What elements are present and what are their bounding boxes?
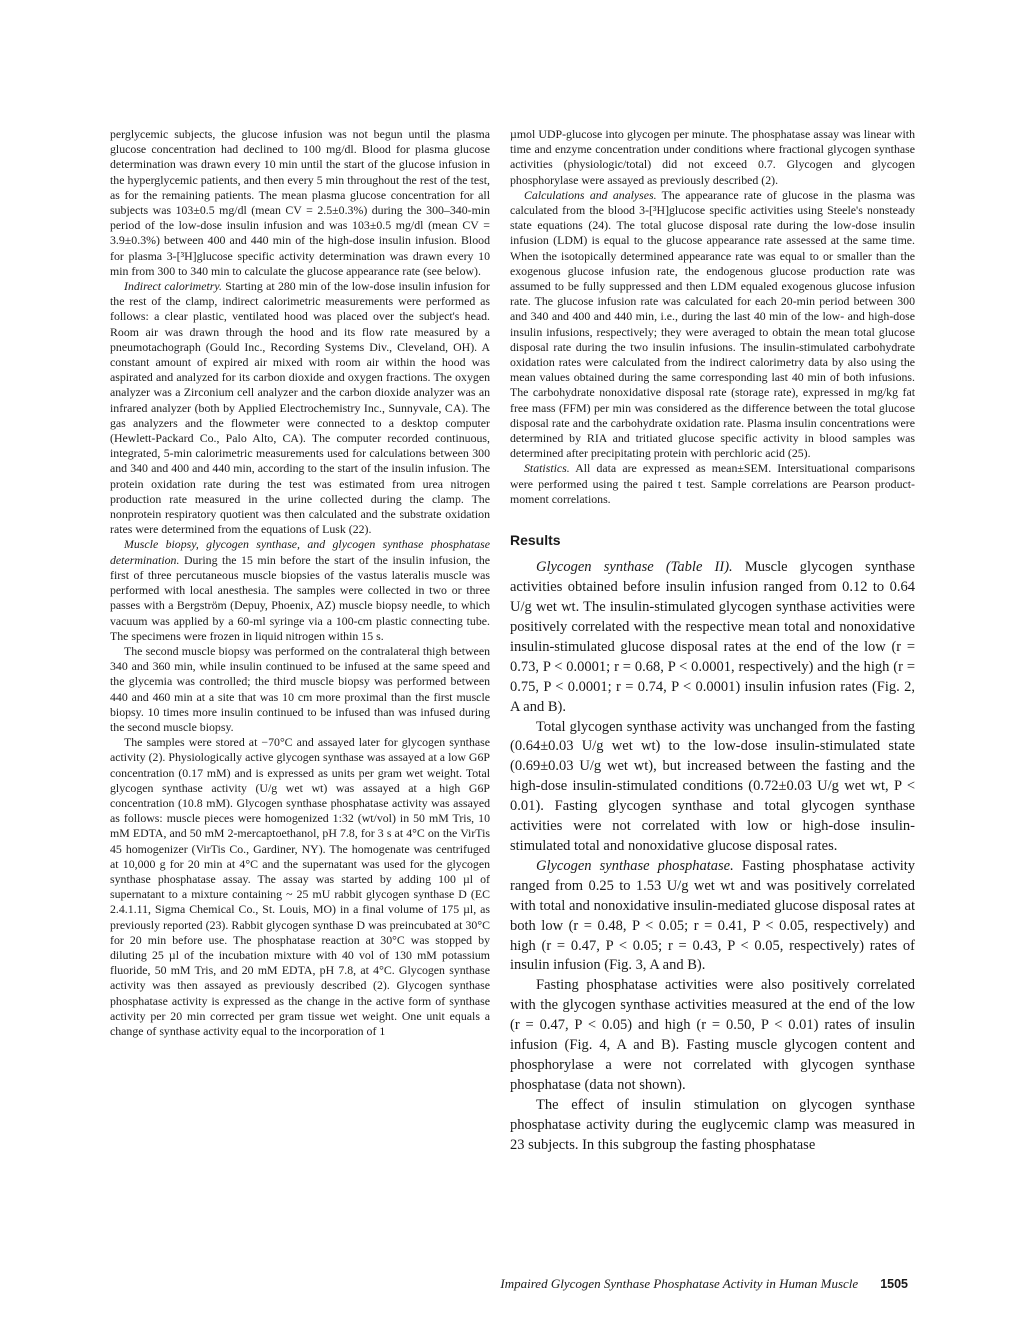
results-body — [510, 558, 915, 1155]
paragraph-muscle-biopsy — [110, 537, 490, 643]
paragraph-sample-assay: The samples were stored at −70°C and assayed later for glycogen synthase activity (2). Physiologically active glycogen synthase was assayed at a low G6P concentration (0.17 mM) and is expressed as units per gram wet weight. Total glycogen synthase activity (U/g wet wt) was assayed at a high G6P concentration (10.8 mM). Glycogen synthase phosphatase activity was assayed as follows: muscle pieces were homogenized 1:32 (wt/vol) in 50 mM Tris, 10 mM EDTA, and 50 mM 2-mercaptoethanol, pH 7.8, for 3 s at 4°C on the VirTis 45 homogenizer (VirTis Co., Gardiner, NY). The homogenate was centrifuged at 10,000 g for 20 min at 4°C and the supernatant was used for the glycogen synthase phosphatase assay. The assay was started by adding 100 µl of supernatant to a mixture containing ~ 25 mU rabbit glycogen synthase D (EC 2.4.1.11, Sigma Chemical Co., St. Louis, MO) in a final volume of 175 µl, as previously reported (23). Rabbit glycogen synthase D was preincubated at 30°C for 20 min before use. The phosphatase reaction at 30°C was stopped by diluting 25 µl of the incubation mixture with 40 vol of 130 mM potassium fluoride, 50 mM Tris, and 20 mM EDTA, pH 7.8, at 4°C. Glycogen synthase activity was then assayed as previously described (2). Glycogen synthase phosphatase activity is expressed as the change in the active form of synthase activity per 20 min corrected per gram tissue wet weight. One unit equals a change of synthase activity equal to the incorporation of 1 — [110, 735, 490, 1038]
paragraph-assay-continued: µmol UDP-glucose into glycogen per minute. The phosphatase assay was linear with time and enzyme concentration under conditions where fractional glycogen synthase activities (physiologic/total) did not exceed 0.7. Glycogen and glycogen phosphorylase were assayed as previously described (2). — [510, 127, 915, 187]
paragraph-glycogen-synthase — [510, 558, 915, 717]
subheading-phosphatase: Glycogen synthase phosphatase. — [536, 857, 734, 874]
paragraph-text: During the 15 min before the start of the insulin infusion, the first of three percutaneous muscle biopsies of the vastus lateralis muscle was performed with local anesthesia. The samples were collected in two or three passes with a Bergström (Depuy, Phoenix, AZ) muscle biopsy needle, to which vacuum was applied by a 60-ml syringe via a 100-cm plastic connecting tube. The specimens were frozen in liquid nitrogen within 15 s. — [110, 552, 490, 643]
results-heading: Results — [510, 532, 561, 549]
subheading-muscle-biopsy: Muscle biopsy, glycogen synthase, and glycogen synthase phosphatase determination. — [110, 537, 490, 567]
page-number: 1505 — [880, 1277, 908, 1291]
subheading-calculations: Calculations and analyses. — [524, 187, 657, 202]
paragraph-text: All data are expressed as mean±SEM. Intersituational comparisons were performed using the paired t test. Sample correlations are Pearson product-moment correlations. — [510, 461, 915, 506]
paragraph-text: Fasting phosphatase activity ranged from 0.25 to 1.53 U/g wet wt and was positively correlated with total and nonoxidative insulin-mediated glucose disposal rates at both low (r = 0.48, P < 0.05; r = 0.41, P < 0.05, respectively) and high (r = 0.47, P < 0.05; r = 0.43, P < 0.05, respectively) rates of insulin infusion (Fig. 3, A and B). — [510, 857, 915, 974]
right-column — [510, 127, 915, 1155]
paragraph-second-biopsy: The second muscle biopsy was performed on the contralateral thigh between 340 and 360 min, while insulin continued to be infused at the same speed and the glycemia was controlled; the third muscle biopsy was performed between 440 and 460 min at a site that was 10 cm more proximal than the first muscle biopsy. 10 times more insulin continued to be infused than was infused during the second muscle biopsy. — [110, 643, 490, 734]
paragraph-text: Muscle glycogen synthase activities obtained before insulin infusion ranged from 0.12 to 0.64 U/g wet wt. The insulin-stimulated glycogen synthase activities were positively correlated with the respective mean total and nonoxidative insulin-stimulated glucose disposal rates at the end of the low (r = 0.73, P < 0.0001; r = 0.68, P < 0.0001, respectively) and the high (r = 0.75, P < 0.0001; r = 0.74, P < 0.0001) insulin infusion rates (Fig. 2, A and B). — [510, 559, 915, 715]
page-footer — [500, 1276, 908, 1292]
paragraph-glucose-sampling: perglycemic subjects, the glucose infusion was not begun until the plasma glucose concentration had declined to 100 mg/dl. Blood for plasma glucose determination was drawn every 10 min until the start of the glucose infusion in the hyperglycemic patients, and then every 5 min throughout the rest of the test, as for the remaining patients. The mean plasma glucose concentration for all subjects was 103±0.5 mg/dl (mean CV = 2.5±0.3%) during the 300–340-min period of the low-dose insulin infusion and was 103±0.5 mg/dl (mean CV = 3.9±0.3%) between 400 and 440 min of the high-dose insulin infusion. Blood for plasma 3-[³H]glucose specific activity determination was drawn every 10 min from 300 to 340 min to calculate the glucose appearance rate (see below). — [110, 127, 490, 278]
paragraph-phosphatase-correlation: Fasting phosphatase activities were also positively correlated with the glycogen synthase activities measured at the end of the low (r = 0.47, P < 0.05) and high (r = 0.50, P < 0.01) rates of insulin infusion (Fig. 4, A and B). Fasting muscle glycogen content and phosphorylase a were not correlated with glycogen synthase phosphatase (data not shown). — [510, 977, 915, 1093]
paragraph-statistics — [510, 461, 915, 507]
paragraph-calculations — [510, 188, 915, 462]
subheading-glycogen-synthase: Glycogen synthase (Table II). — [536, 559, 733, 576]
paragraph-total-synthase: Total glycogen synthase activity was unchanged from the fasting (0.64±0.03 U/g wet wt) to the low-dose insulin-stimulated state (0.69±0.03 U/g wet wt), but increased between the fasting and the high-dose insulin-stimulated conditions (0.72±0.03 U/g wet wt, P < 0.01). Fasting glycogen synthase and total glycogen synthase activities were not correlated with low or high-dose insulin-stimulated total and nonoxidative glucose disposal rates. — [510, 718, 915, 854]
left-column — [110, 127, 490, 1039]
subheading-statistics: Statistics. — [524, 461, 570, 476]
running-title: Impaired Glycogen Synthase Phosphatase Activity in Human Muscle — [500, 1276, 859, 1291]
paragraph-insulin-effect: The effect of insulin stimulation on glycogen synthase phosphatase activity during the euglycemic clamp was measured in 23 subjects. In this subgroup the fasting phosphatase — [510, 1096, 915, 1153]
paragraph-indirect-calorimetry — [110, 279, 490, 537]
subheading-indirect-calorimetry: Indirect calorimetry. — [124, 279, 222, 294]
paragraph-text: The appearance rate of glucose in the plasma was calculated from the blood 3-[³H]glucose specific activities using Steele's nonsteady state equations (24). The total glucose disposal rate during the low-dose insulin infusion (LDM) is equal to the glucose appearance rate assessed at the same time. When the isotopically determined appearance rate was equal to or smaller than the exogenous glucose infusion rate, the endogenous glucose production rate was assumed to be fully suppressed and then LDM equaled exogenous glucose infusion rate. The glucose infusion rate was calculated for each 20-min period between 300 and 340 and 400 and 440 min, i.e., during the last 40 min of the low- and high-dose insulin infusions, respectively; they were averaged to obtain the mean total glucose disposal rate during the two insulin infusions. The insulin-stimulated carbohydrate oxidation rates were calculated from the indirect calorimetry data by also using the mean values obtained during the same corresponding last 40 min of both infusions. The carbohydrate nonoxidative disposal rate (storage rate), expressed in mg/kg fat free mass (FFM) per min was considered as the difference between the total glucose disposal rate and the carbohydrate oxidation rate. Plasma insulin concentrations were determined by RIA and tritiated glucose specific activity in blood samples was determined after precipitating protein with perchloric acid (25). — [510, 187, 915, 461]
paragraph-phosphatase — [510, 857, 915, 976]
paragraph-text: Starting at 280 min of the low-dose insulin infusion for the rest of the clamp, indirect calorimetric measurements were performed as follows: a clear plastic, ventilated hood was placed over the subject's head. Room air was drawn through the hood and its flow rate measured by a pneumotachograph (Gould Inc., Recording Systems Div., Cleveland, OH). A constant amount of expired air mixed with room air within the hood was aspirated and analyzed for its carbon dioxide and oxygen fractions. The oxygen analyzer was a Zirconium cell analyzer and the carbon dioxide analyzer was an infrared analyzer (both by Applied Electrochemistry Inc., Sunnyvale, CA). The gas analyzers and the flowmeter were connected to a desktop computer (Hewlett-Packard Co., Palo Alto, CA). The computer recorded continuous, integrated, 5-min calorimetric measurements used for calculations between 300 and 340 and 400 and 440 min, according to the start of the insulin infusion. The protein oxidation rate during the test was estimated from urea nitrogen production rate measured in the urine collected during the clamp. The nonprotein respiratory quotient was then calculated and the substrate oxidation rates were determined from the equations of Lusk (22). — [110, 279, 491, 537]
